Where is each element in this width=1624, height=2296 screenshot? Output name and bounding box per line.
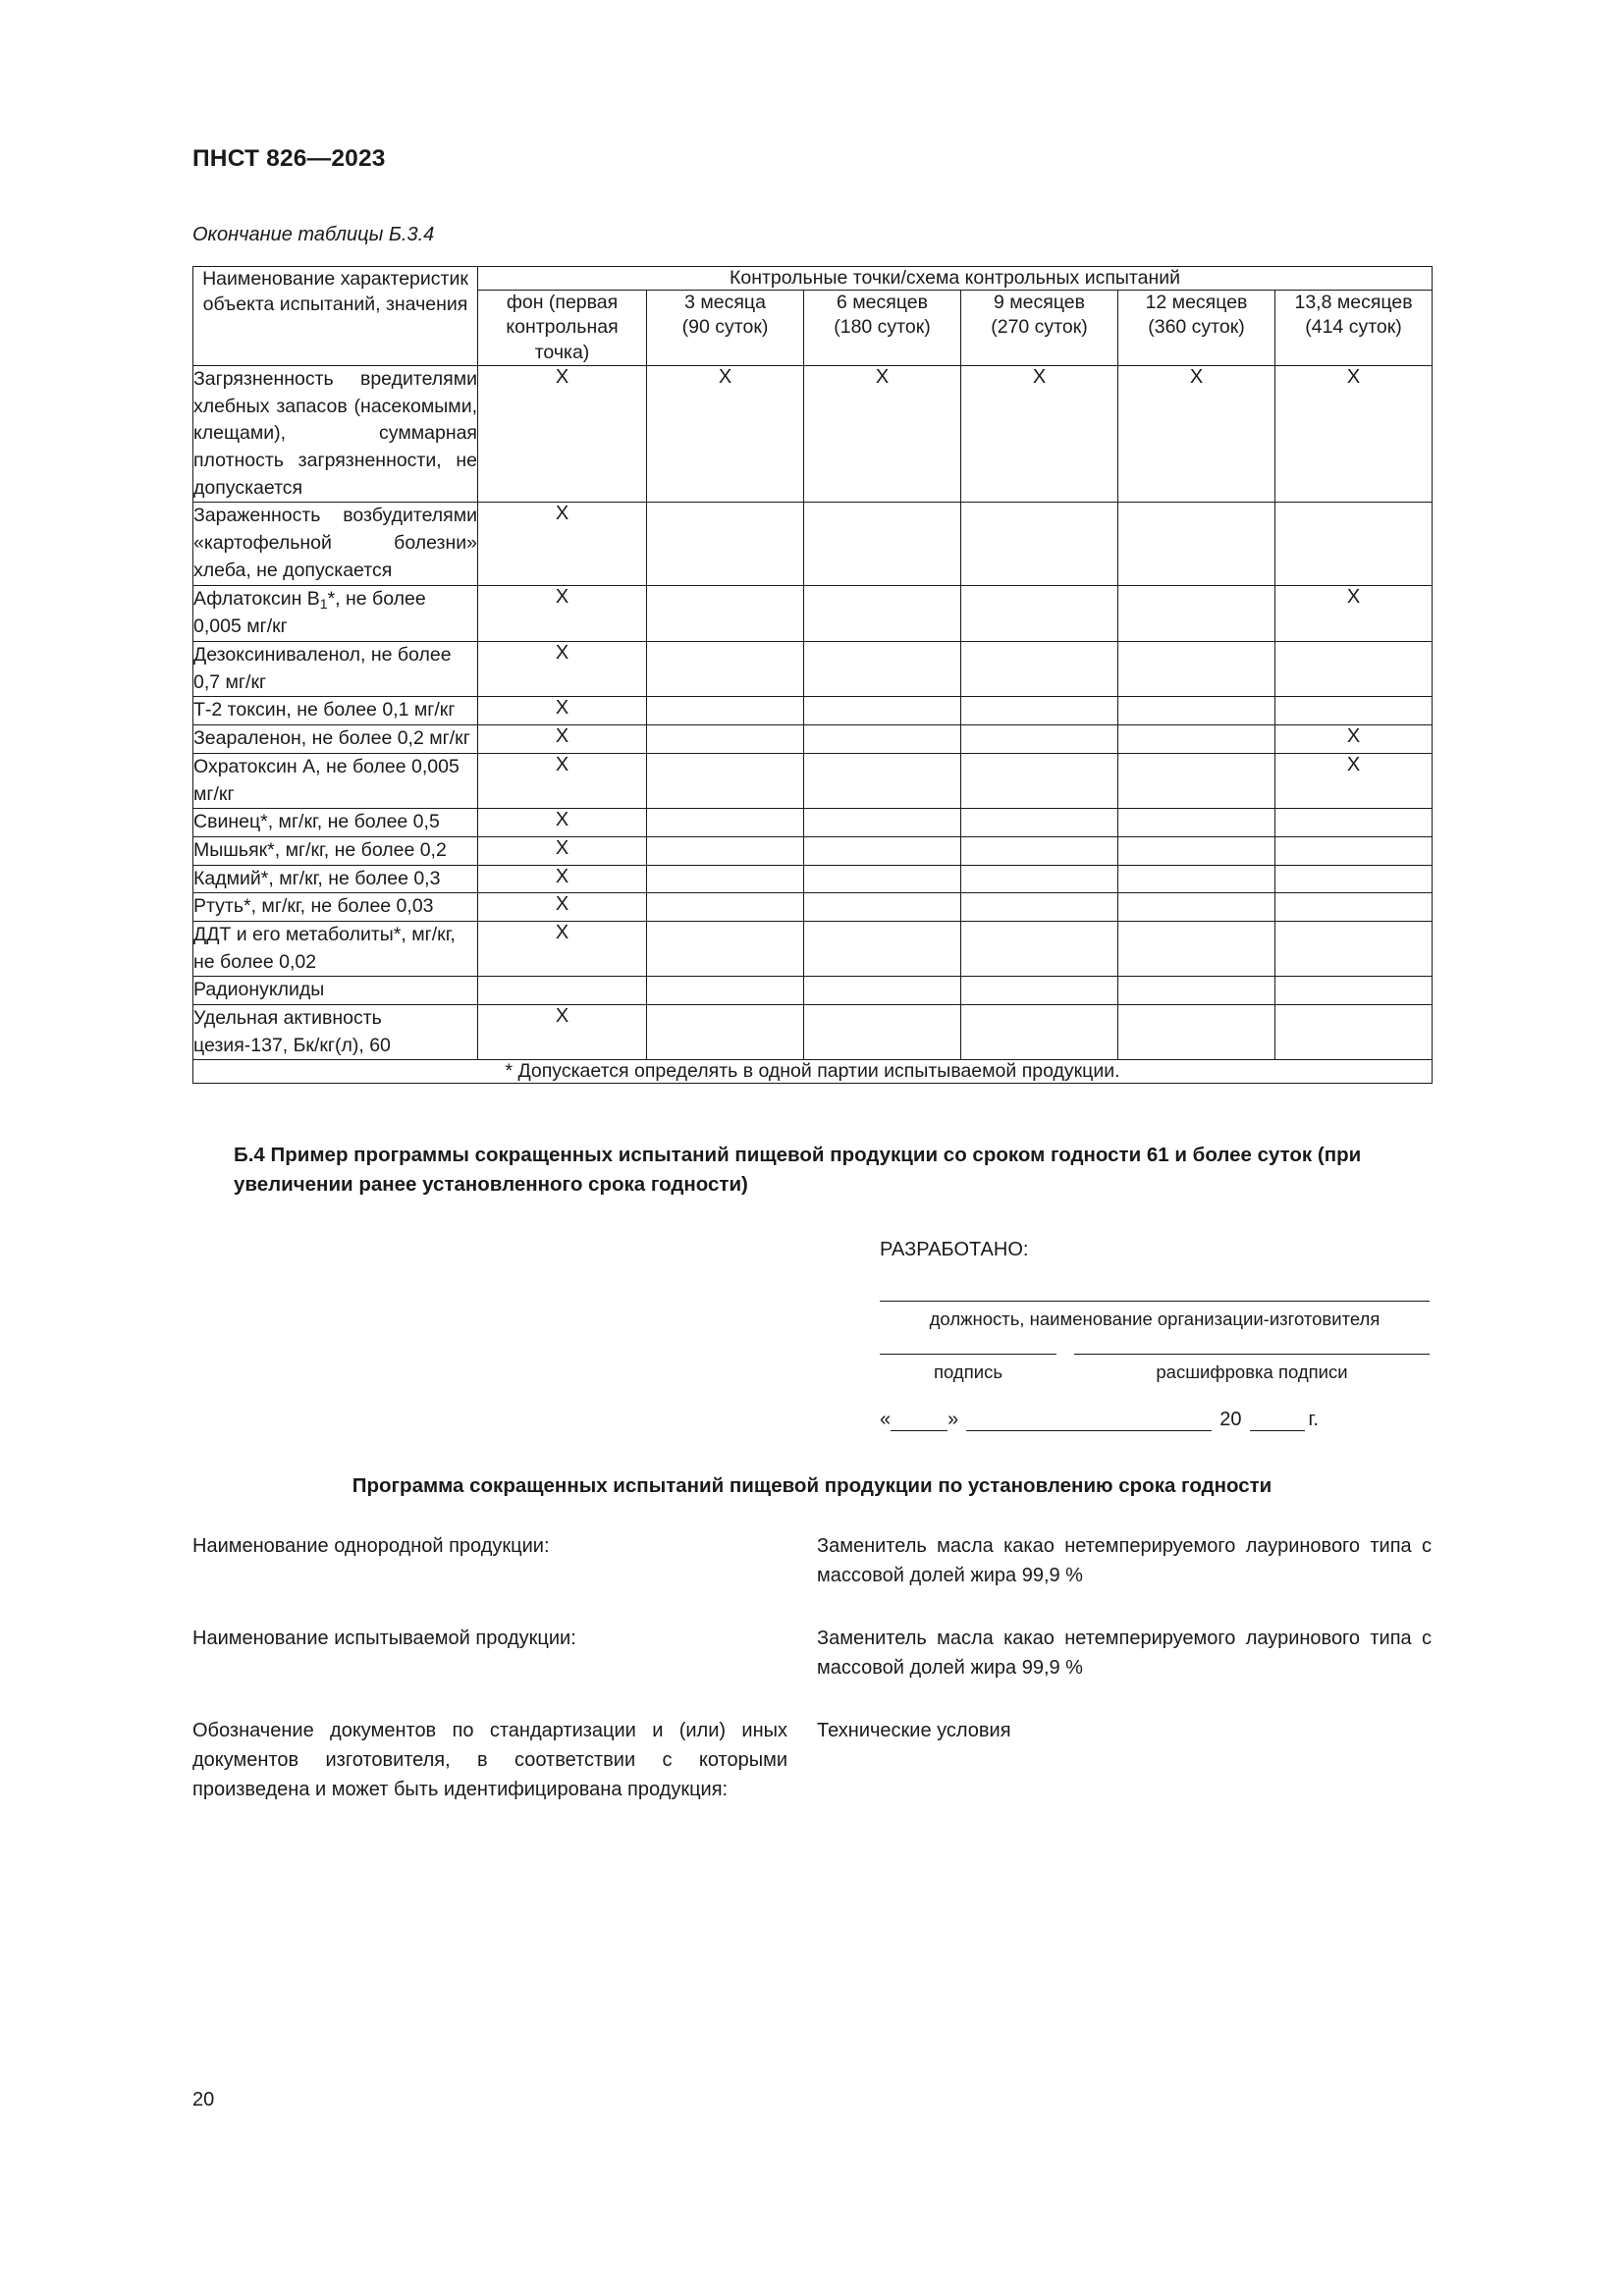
row-mark-cell: X — [647, 366, 804, 503]
row-mark-cell: X — [804, 366, 961, 503]
row-mark-cell — [804, 836, 961, 865]
transcript-caption: расшифровка подписи — [1156, 1361, 1348, 1382]
row-mark-cell — [961, 893, 1118, 922]
header-col-9months-line1: 9 месяцев — [994, 292, 1085, 313]
header-col-background — [478, 291, 647, 366]
developed-by-title: РАЗРАБОТАНО: — [880, 1238, 1029, 1260]
row-mark-cell — [647, 977, 804, 1005]
row-mark-cell — [961, 809, 1118, 837]
row-characteristic: Кадмий*, мг/кг, не более 0,3 — [193, 865, 478, 893]
row-mark-cell — [1118, 642, 1275, 697]
header-col-6months — [804, 291, 961, 366]
table-caption: Окончание таблицы Б.3.4 — [192, 224, 435, 245]
row-mark-cell: X — [1275, 585, 1433, 642]
row-characteristic: Радионуклиды — [193, 977, 478, 1005]
header-characteristics: Наименование характеристик объекта испытаний, значения — [193, 267, 478, 366]
row-characteristic: ДДТ и его метаболиты*, мг/кг, не более 0,02 — [193, 921, 478, 976]
organization-line — [880, 1301, 1430, 1330]
row-mark-cell — [647, 809, 804, 837]
header-col-12months-line1: 12 месяцев — [1145, 292, 1248, 313]
header-col-background-line2: контрольная точка) — [506, 316, 619, 363]
row-mark-cell — [1118, 921, 1275, 976]
header-col-6months-line2: (180 суток) — [834, 316, 931, 339]
row-mark-cell — [804, 642, 961, 697]
row-mark-cell — [804, 809, 961, 837]
transcript-line — [1074, 1354, 1430, 1383]
header-col-138months-line1: 13,8 месяцев — [1294, 292, 1413, 313]
row-mark-cell — [1275, 1005, 1433, 1060]
row-mark-cell: X — [478, 893, 647, 922]
row-mark-cell — [804, 1005, 961, 1060]
row-mark-cell: X — [478, 725, 647, 754]
header-col-3months-line1: 3 месяца — [684, 292, 766, 313]
row-mark-cell: X — [478, 865, 647, 893]
row-mark-cell — [1118, 1005, 1275, 1060]
table-row — [193, 977, 1433, 1005]
date-line — [880, 1409, 1430, 1431]
row-mark-cell — [647, 642, 804, 697]
table-row — [193, 809, 1433, 837]
row-mark-cell: X — [478, 503, 647, 585]
row-mark-cell — [1118, 753, 1275, 808]
row-mark-cell — [961, 725, 1118, 754]
date-year-prefix: 20 — [1219, 1408, 1242, 1430]
header-col-background-line1: фон (первая — [506, 292, 619, 313]
row-mark-cell: X — [961, 366, 1118, 503]
row-characteristic: Охратоксин А, не более 0,005 мг/кг — [193, 753, 478, 808]
row-mark-cell — [647, 725, 804, 754]
section-b4-heading: Б.4 Пример программы сокращенных испытаний пищевой продукции со сроком годности 61 и более суток (при увеличении ранее установленного срока годности) — [234, 1144, 1362, 1197]
row-characteristic: Удельная активность цезия-137, Бк/кг(л), 60 — [193, 1005, 478, 1060]
row-mark-cell — [804, 977, 961, 1005]
row-mark-cell: X — [478, 642, 647, 697]
row-mark-cell — [1118, 809, 1275, 837]
row-mark-cell — [804, 753, 961, 808]
row-characteristic: Зеараленон, не более 0,2 мг/кг — [193, 725, 478, 754]
row-mark-cell: X — [478, 1005, 647, 1060]
row-mark-cell — [1275, 893, 1433, 922]
signature-caption: подпись — [934, 1361, 1002, 1382]
developed-by-block — [880, 1239, 1430, 1431]
row-mark-cell — [647, 921, 804, 976]
row-mark-cell: X — [1275, 725, 1433, 754]
table-row — [193, 893, 1433, 922]
table-row — [193, 1005, 1433, 1060]
date-month-blank — [966, 1412, 1212, 1431]
row-mark-cell — [1118, 865, 1275, 893]
row-mark-cell — [1275, 503, 1433, 585]
header-col-3months-line2: (90 суток) — [681, 316, 769, 339]
row-mark-cell — [1118, 836, 1275, 865]
table-row — [193, 366, 1433, 503]
row-mark-cell: X — [478, 697, 647, 725]
row-mark-cell: X — [478, 836, 647, 865]
program-field — [192, 1531, 1432, 1590]
date-quote-open: « — [880, 1408, 892, 1430]
header-col-138months — [1275, 291, 1433, 366]
row-mark-cell — [804, 697, 961, 725]
program-field — [192, 1624, 1432, 1682]
table-body — [193, 366, 1433, 1060]
row-mark-cell — [961, 585, 1118, 642]
row-mark-cell — [804, 585, 961, 642]
row-mark-cell — [961, 753, 1118, 808]
row-mark-cell — [804, 921, 961, 976]
organization-caption: должность, наименование организации-изготовителя — [929, 1308, 1380, 1329]
table-row — [193, 836, 1433, 865]
row-mark-cell — [961, 921, 1118, 976]
row-mark-cell — [961, 503, 1118, 585]
program-field-label: Наименование испытываемой продукции: — [192, 1627, 576, 1649]
row-mark-cell — [647, 1005, 804, 1060]
row-mark-cell — [804, 865, 961, 893]
row-mark-cell — [961, 977, 1118, 1005]
page-number: 20 — [192, 2089, 215, 2110]
row-characteristic: Загрязненность вредителями хлебных запасов (насекомыми, клещами), суммарная плотность загрязненности, не допускается — [193, 366, 478, 503]
row-mark-cell — [647, 585, 804, 642]
row-mark-cell: X — [478, 753, 647, 808]
date-quote-close: » — [947, 1408, 959, 1430]
table-row — [193, 725, 1433, 754]
program-field-label: Обозначение документов по стандартизации и (или) иных документов изготовителя, в соответствии с которыми произведена и может быть идентифицирована продукция: — [192, 1719, 787, 1800]
program-field — [192, 1716, 1432, 1804]
header-col-3months — [647, 291, 804, 366]
row-mark-cell — [647, 836, 804, 865]
row-mark-cell — [647, 893, 804, 922]
row-mark-cell: X — [478, 585, 647, 642]
row-mark-cell — [1275, 977, 1433, 1005]
row-mark-cell: X — [478, 366, 647, 503]
row-mark-cell: X — [1275, 753, 1433, 808]
table-row — [193, 503, 1433, 585]
row-mark-cell — [961, 865, 1118, 893]
signature-row — [880, 1354, 1430, 1383]
table-row — [193, 865, 1433, 893]
row-characteristic: Дезоксиниваленол, не более 0,7 мг/кг — [193, 642, 478, 697]
date-day-blank — [891, 1412, 947, 1431]
row-mark-cell — [1275, 809, 1433, 837]
row-characteristic: Зараженность возбудителями «картофельной болезни» хлеба, не допускается — [193, 503, 478, 585]
row-mark-cell — [1118, 725, 1275, 754]
row-mark-cell — [647, 753, 804, 808]
table-row — [193, 642, 1433, 697]
row-mark-cell — [478, 977, 647, 1005]
signature-line — [880, 1354, 1056, 1383]
row-mark-cell — [1275, 865, 1433, 893]
header-col-6months-line1: 6 месяцев — [837, 292, 928, 313]
header-col-138months-line2: (414 суток) — [1305, 316, 1402, 339]
row-mark-cell — [647, 697, 804, 725]
row-mark-cell: X — [1118, 366, 1275, 503]
row-mark-cell — [1118, 977, 1275, 1005]
table-header-row-1 — [193, 267, 1433, 291]
row-mark-cell: X — [478, 809, 647, 837]
row-mark-cell — [647, 865, 804, 893]
row-mark-cell — [1118, 697, 1275, 725]
row-mark-cell — [961, 836, 1118, 865]
row-mark-cell — [961, 1005, 1118, 1060]
row-mark-cell: X — [1275, 366, 1433, 503]
date-year-suffix: г. — [1308, 1408, 1319, 1430]
program-fields — [192, 1531, 1432, 1804]
table-head — [193, 267, 1433, 366]
row-mark-cell — [1275, 921, 1433, 976]
program-title: Программа сокращенных испытаний пищевой продукции по установлению срока годности — [352, 1473, 1272, 1497]
header-col-9months-line2: (270 суток) — [991, 316, 1088, 339]
row-mark-cell — [961, 697, 1118, 725]
row-mark-cell — [804, 725, 961, 754]
program-field-value: Заменитель масла какао нетемперируемого лауринового типа с массовой долей жира 99,9 % — [817, 1627, 1432, 1679]
table-row — [193, 585, 1433, 642]
row-mark-cell — [647, 503, 804, 585]
row-characteristic: Ртуть*, мг/кг, не более 0,03 — [193, 893, 478, 922]
program-field-value: Заменитель масла какао нетемперируемого лауринового типа с массовой долей жира 99,9 % — [817, 1534, 1432, 1586]
row-mark-cell — [1118, 503, 1275, 585]
control-points-table — [192, 266, 1433, 1084]
table-row — [193, 753, 1433, 808]
row-characteristic: Т-2 токсин, не более 0,1 мг/кг — [193, 697, 478, 725]
program-field-label: Наименование однородной продукции: — [192, 1534, 550, 1557]
document-header: ПНСТ 826—2023 — [192, 145, 386, 172]
row-mark-cell: X — [478, 921, 647, 976]
table-row — [193, 921, 1433, 976]
row-mark-cell — [1118, 893, 1275, 922]
row-mark-cell — [804, 503, 961, 585]
row-mark-cell — [1275, 836, 1433, 865]
row-characteristic: Афлатоксин $B_1*$, не более 0,005 мг/кг — [193, 585, 478, 642]
table-footnote: * Допускается определять в одной партии испытываемой продукции. — [193, 1060, 1433, 1084]
header-col-12months-line2: (360 суток) — [1148, 316, 1245, 339]
row-mark-cell — [804, 893, 961, 922]
table-row — [193, 697, 1433, 725]
row-characteristic: Свинец*, мг/кг, не более 0,5 — [193, 809, 478, 837]
row-mark-cell — [1118, 585, 1275, 642]
row-mark-cell — [1275, 642, 1433, 697]
table-footnote-row — [193, 1060, 1433, 1084]
row-mark-cell — [1275, 697, 1433, 725]
row-mark-cell — [961, 642, 1118, 697]
header-control-points: Контрольные точки/схема контрольных испытаний — [478, 267, 1433, 291]
header-col-12months — [1118, 291, 1275, 366]
header-col-9months — [961, 291, 1118, 366]
date-year-blank — [1250, 1412, 1305, 1431]
table-foot — [193, 1060, 1433, 1084]
program-field-value: Технические условия — [817, 1719, 1011, 1741]
row-characteristic: Мышьяк*, мг/кг, не более 0,2 — [193, 836, 478, 865]
